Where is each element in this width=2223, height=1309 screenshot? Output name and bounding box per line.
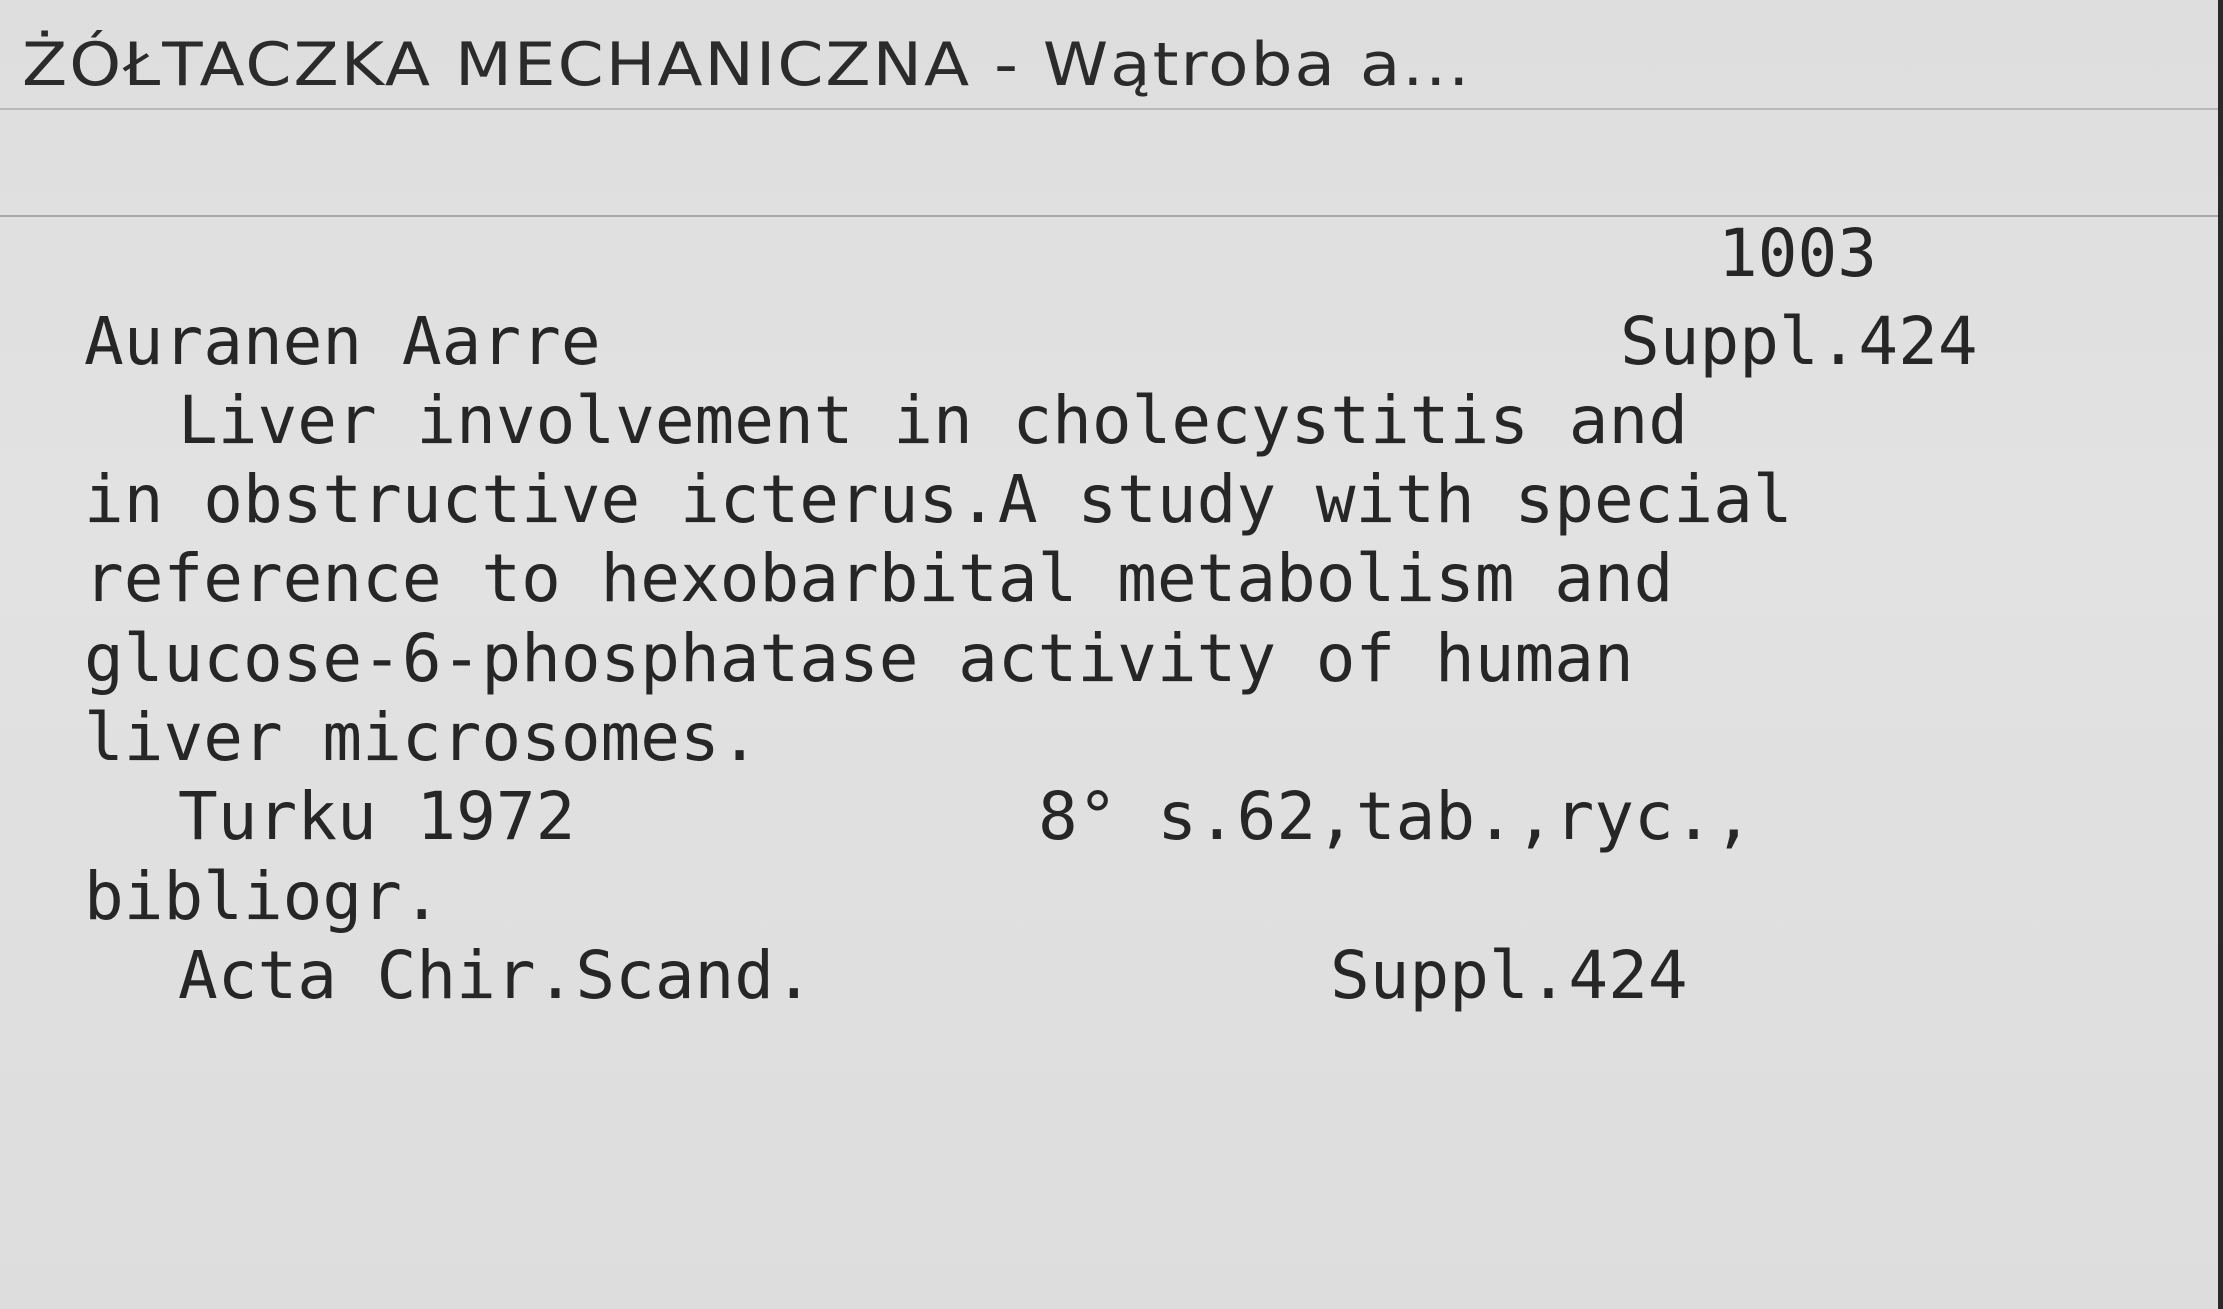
format-pages: 8° s.62,tab.,ryc., bbox=[1038, 778, 1754, 855]
top-ruled-line bbox=[0, 108, 2218, 110]
card-edge bbox=[2218, 0, 2223, 1309]
title-line: Liver involvement in cholecystitis and bbox=[178, 382, 1688, 459]
series-title: Acta Chir.Scand. bbox=[178, 937, 814, 1014]
subject-heading: ŻÓŁTACZKA MECHANICZNA - Wątroba a... bbox=[22, 30, 1472, 100]
title-line: reference to hexobarbital metabolism and bbox=[84, 540, 1674, 617]
title-line: glucose-6-phosphatase activity of human bbox=[84, 620, 1634, 697]
title-line: in obstructive icterus.A study with special bbox=[84, 461, 1793, 538]
series-number: Suppl.424 bbox=[1330, 937, 1688, 1014]
title-line: liver microsomes. bbox=[84, 699, 760, 776]
place-year: Turku 1972 bbox=[178, 778, 576, 855]
supplement-number-top: Suppl.424 bbox=[1620, 303, 1978, 380]
second-ruled-line bbox=[0, 215, 2218, 217]
card-number: 1003 bbox=[1718, 215, 1877, 292]
author-name: Auranen Aarre bbox=[84, 303, 601, 380]
bibliography-note: bibliogr. bbox=[84, 858, 442, 935]
